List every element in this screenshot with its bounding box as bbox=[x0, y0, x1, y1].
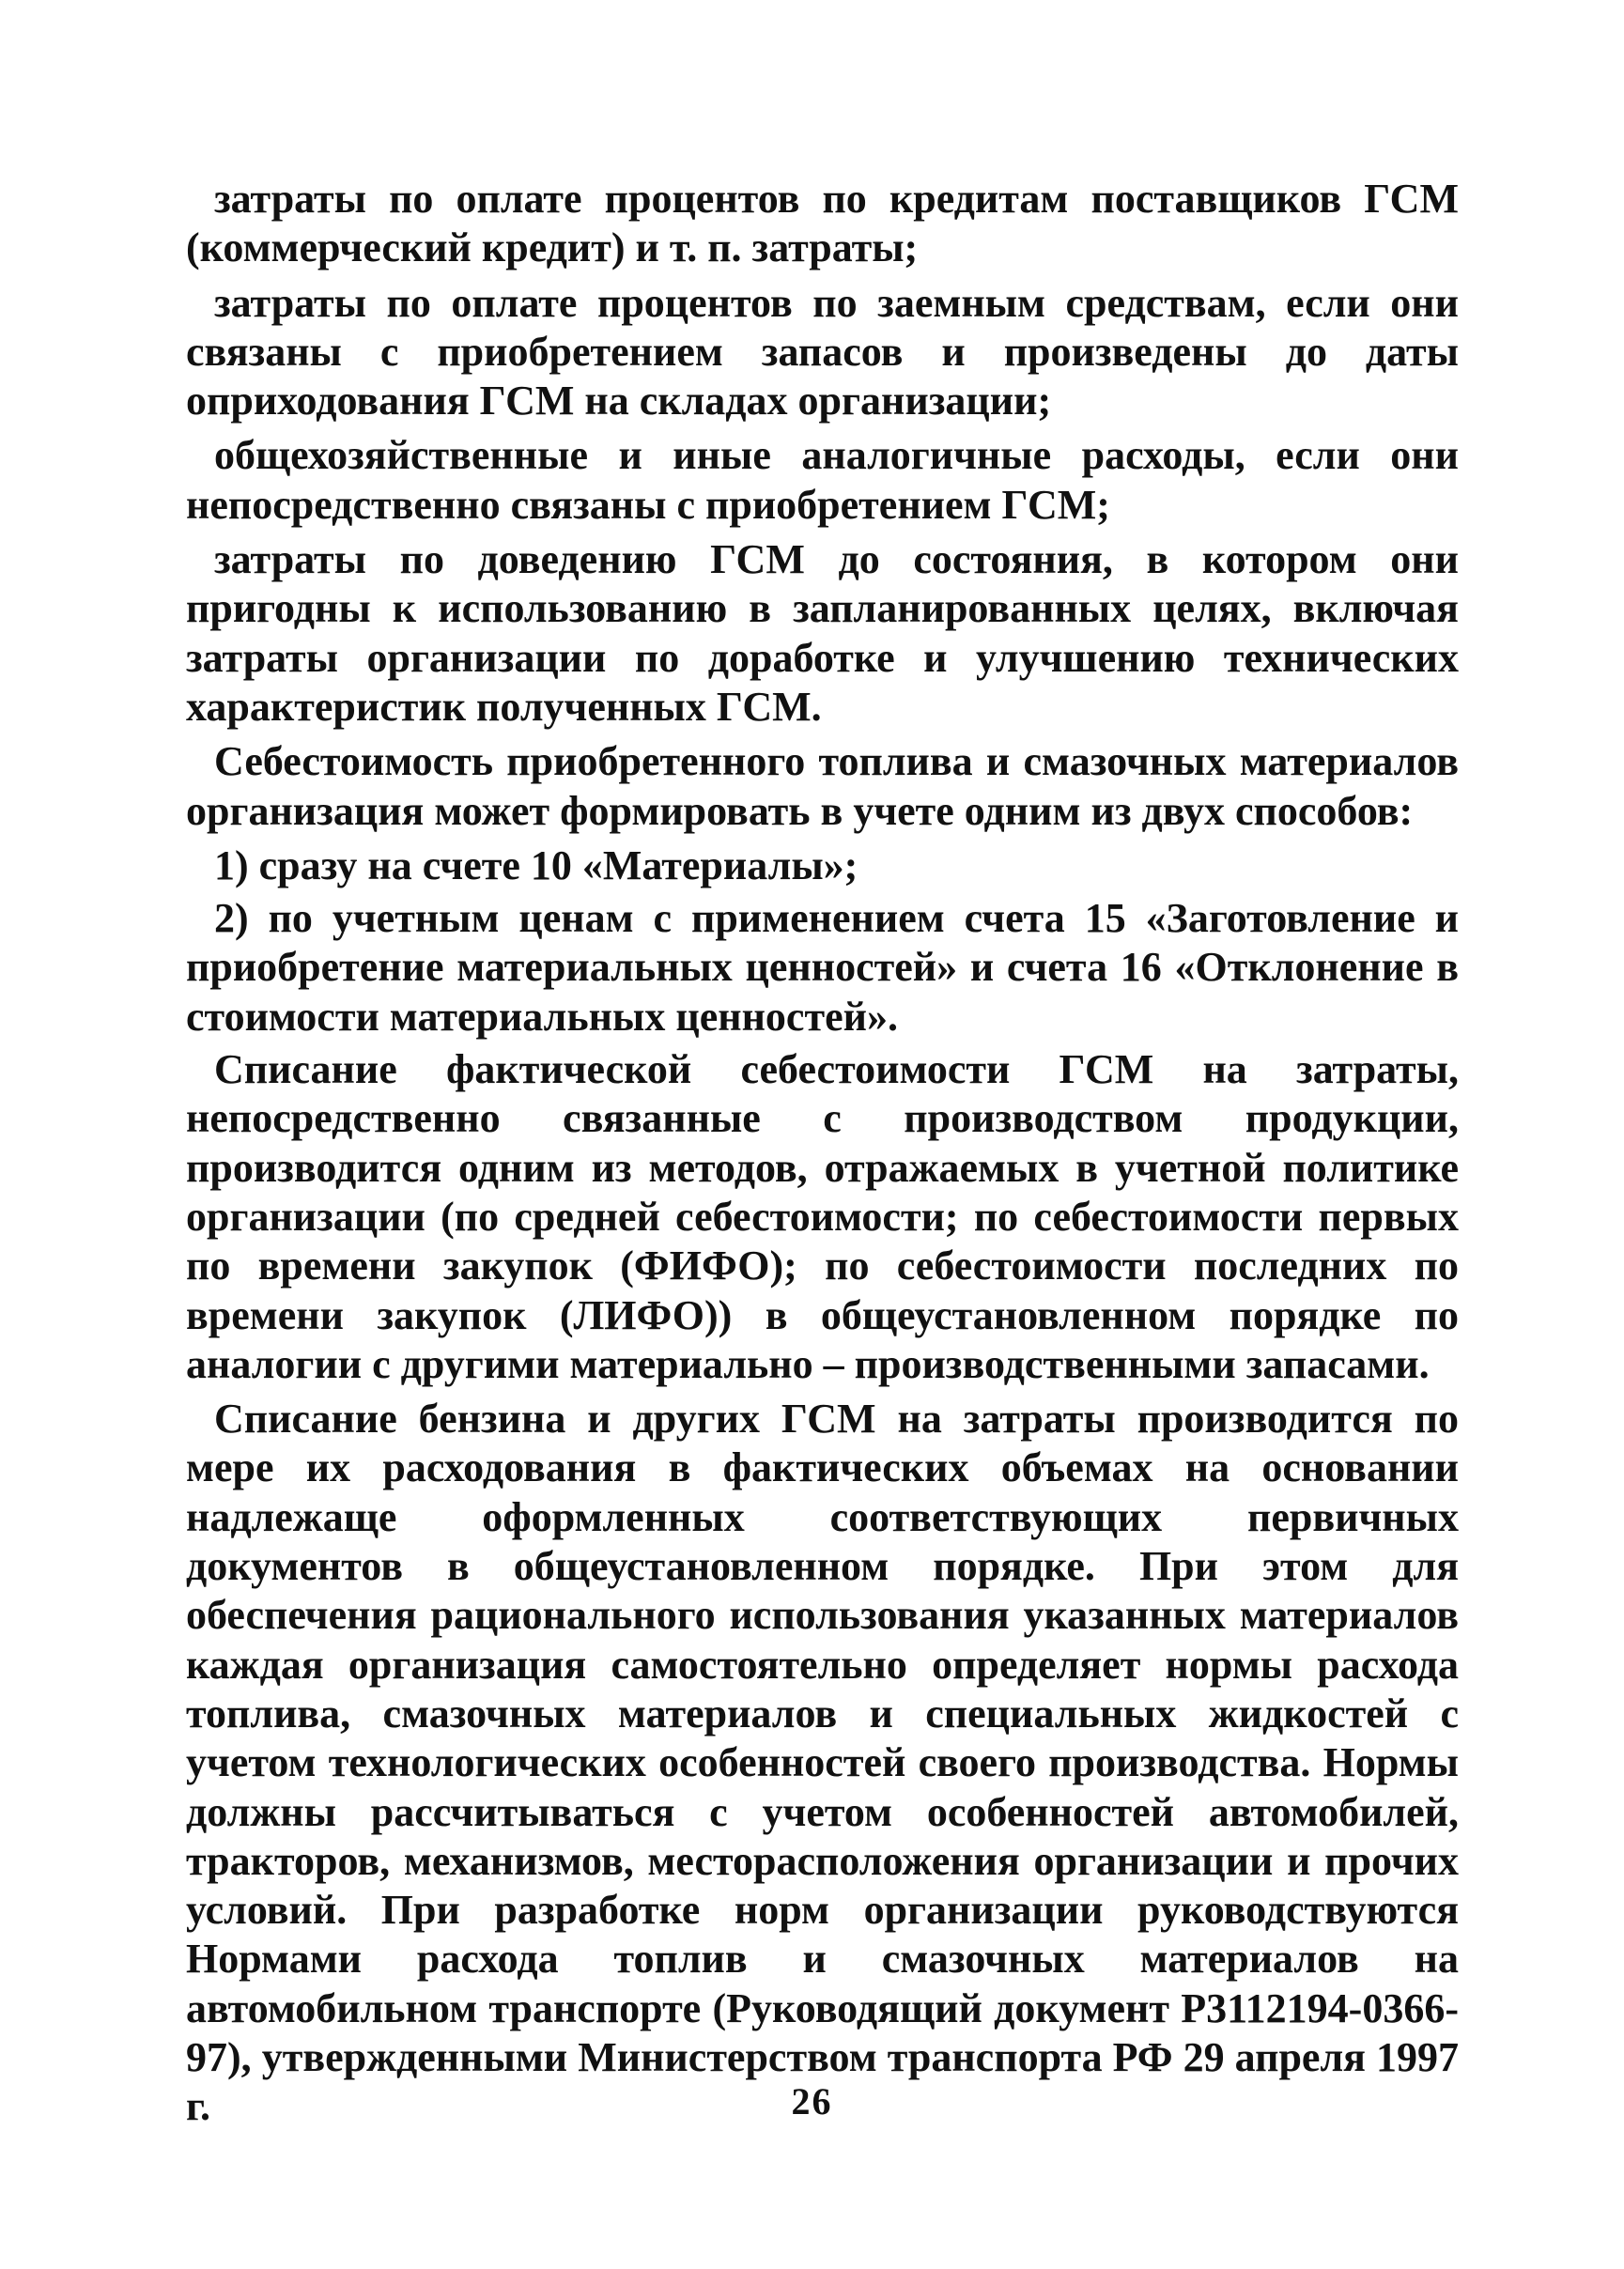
paragraph-write-off-norms: Списание бензина и других ГСМ на затраты производится по мере их расходования в фактических объемах на основании надлежаще оформленных соответствующих первичных документов в общеустановленном порядке. При этом для обеспечения рационального использования указанных материалов каждая организация самостоятельно определяет нормы расхода топлива, смазочных материалов и специальных жидкостей с учетом технологических особенностей своего производства. Нормы должны рассчитываться с учетом особенностей автомобилей, тракторов, механизмов, месторасположения организации и прочих условий. При разработке норм организации руководствуются Нормами расхода топлив и смазочных материалов на автомобильном транспорте (Руководящий документ Р3112194-0366-97), утвержденными Министерством транспорта РФ 29 апреля 1997 г. bbox=[186, 1396, 1459, 2130]
paragraph-loan-interest: затраты по оплате процентов по заемным средствам, если они связаны с приобретением запасов и произведены до даты оприходования ГСМ на складах организации; bbox=[186, 279, 1459, 424]
list-item-method-1: 1) сразу на счете 10 «Материалы»; bbox=[214, 841, 858, 888]
paragraph-write-off-methods: Списание фактической себестоимости ГСМ на затраты, непосредственно связанные с производством продукции, производится одним из методов, отражаемых в учетной политике организации (по средней себестоимости; по себестоимости первых по времени закупок (ФИФО); по себестоимости последних по времени закупок (ЛИФО)) в общеустановленном порядке по аналогии с другими материально – производственными запасами. bbox=[186, 1046, 1459, 1387]
paragraph-bringing-to-condition: затраты по доведению ГСМ до состояния, в котором они пригодны к использованию в запланированных целях, включая затраты организации по доработке и улучшению технических характеристик полученных ГСМ. bbox=[186, 536, 1459, 730]
paragraph-cost-formation: Себестоимость приобретенного топлива и смазочных материалов организация может формировать в учете одним из двух способов: bbox=[186, 738, 1459, 834]
page-number: 26 bbox=[791, 2080, 833, 2122]
paragraph-general-expenses: общехозяйственные и иные аналогичные расходы, если они непосредственно связаны с приобретением ГСМ; bbox=[186, 432, 1459, 528]
paragraph-supplier-credit-interest: затраты по оплате процентов по кредитам поставщиков ГСМ (коммерческий кредит) и т. п. затраты; bbox=[186, 176, 1459, 271]
page-body bbox=[186, 175, 1459, 2138]
list-item-method-2: 2) по учетным ценам с применением счета 15 «Заготовление и приобретение материальных ценностей» и счета 16 «Отклонение в стоимости материальных ценностей». bbox=[186, 895, 1459, 1040]
